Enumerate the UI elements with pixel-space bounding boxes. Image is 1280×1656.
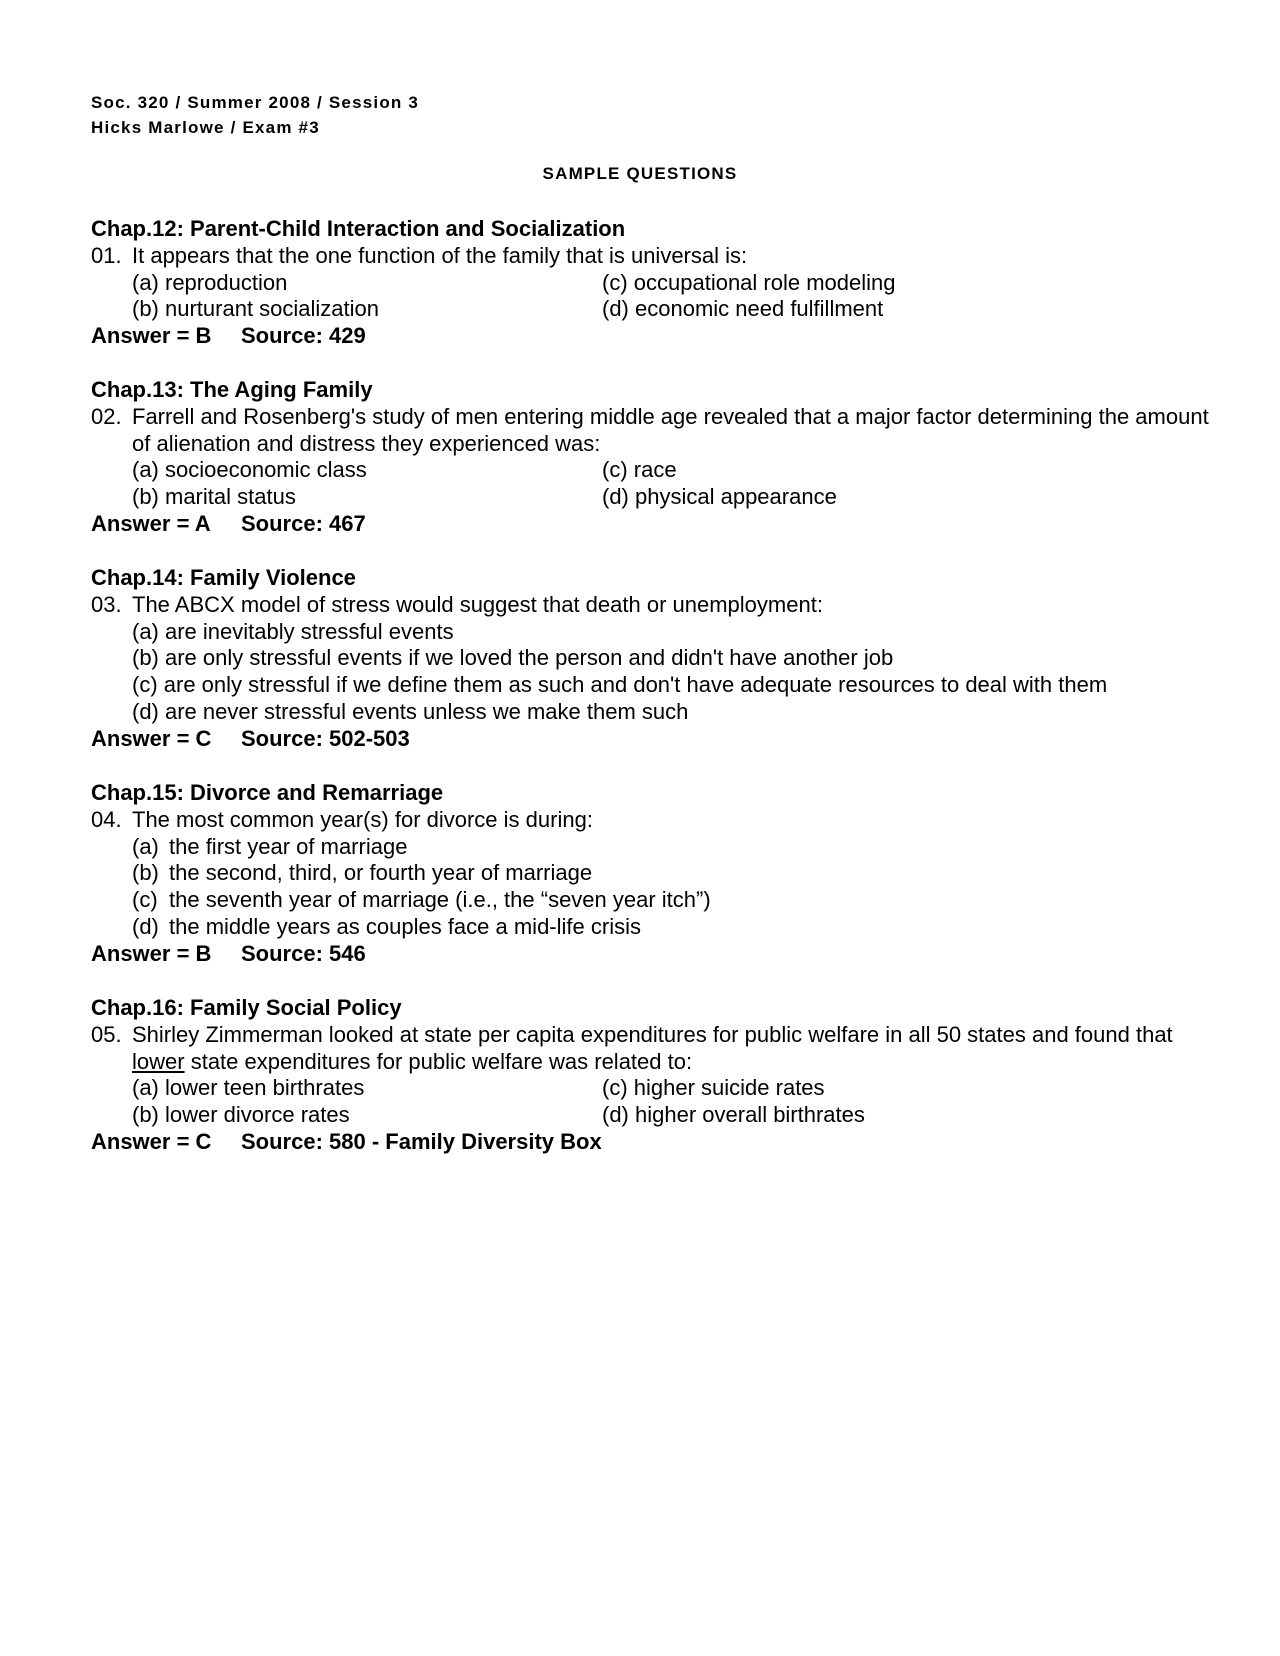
option-b: (b) lower divorce rates bbox=[132, 1102, 350, 1128]
option-b: (b) nurturant socialization bbox=[132, 296, 380, 322]
answer-line bbox=[91, 511, 1211, 538]
course-info-line: Soc. 320 / Summer 2008 / Session 3 bbox=[91, 93, 420, 112]
question-text: Farrell and Rosenberg's study of men entering middle age revealed that a major factor determining the amount of alienation and distress they experienced was: bbox=[132, 403, 1209, 456]
option-d: (d) economic need fulfillment bbox=[602, 296, 884, 322]
option-label: (c) bbox=[132, 887, 158, 913]
answer-options bbox=[132, 619, 1211, 726]
question-number: 02. bbox=[91, 403, 122, 429]
option-label: (a) bbox=[132, 833, 159, 859]
option-text: the second, third, or fourth year of marriage bbox=[169, 860, 593, 886]
answer-line bbox=[91, 323, 1211, 350]
question-section-05 bbox=[91, 995, 1211, 1156]
question-text-part1: Shirley Zimmerman looked at state per capita expenditures for public welfare in all 50 states and found that bbox=[132, 1021, 1173, 1047]
answer-source: Source: 467 bbox=[241, 510, 366, 536]
option-text: the seventh year of marriage (i.e., the “seven year itch”) bbox=[169, 887, 711, 913]
option-c: (c) race bbox=[602, 457, 677, 483]
question-stem bbox=[91, 1022, 1211, 1076]
question-section-01 bbox=[91, 216, 1211, 350]
option-a: (a) lower teen birthrates bbox=[132, 1075, 365, 1101]
option-c: (c) higher suicide rates bbox=[602, 1075, 825, 1101]
option-c bbox=[132, 887, 1211, 914]
option-b bbox=[132, 860, 1211, 887]
option-text: the first year of marriage bbox=[169, 833, 408, 859]
option-label: (b) bbox=[132, 860, 159, 886]
option-a: (a) reproduction bbox=[132, 269, 288, 295]
option-d bbox=[132, 914, 1211, 941]
answer-source: Source: 429 bbox=[241, 323, 366, 349]
answer-options bbox=[132, 834, 1211, 941]
question-stem bbox=[91, 404, 1211, 458]
question-number: 03. bbox=[91, 591, 122, 617]
answer-key: Answer = C bbox=[91, 1128, 212, 1154]
question-stem bbox=[91, 243, 1211, 270]
question-text: The most common year(s) for divorce is during: bbox=[132, 806, 593, 832]
option-c: (c) occupational role modeling bbox=[602, 269, 896, 295]
option-d: (d) higher overall birthrates bbox=[602, 1102, 865, 1128]
question-text-part2: state expenditures for public welfare was related to: bbox=[190, 1048, 693, 1074]
question-text: The ABCX model of stress would suggest that death or unemployment: bbox=[132, 591, 823, 617]
option-a: (a) socioeconomic class bbox=[132, 457, 367, 483]
question-number: 05. bbox=[91, 1021, 122, 1047]
option-label: (d) bbox=[132, 913, 159, 939]
page-title: SAMPLE QUESTIONS bbox=[542, 164, 738, 183]
option-a bbox=[132, 834, 1211, 861]
question-section-02 bbox=[91, 377, 1211, 538]
question-number: 04. bbox=[91, 806, 122, 832]
answer-options bbox=[132, 457, 1211, 511]
question-text: It appears that the one function of the family that is universal is: bbox=[132, 242, 748, 268]
answer-key: Answer = B bbox=[91, 940, 212, 966]
chapter-heading: Chap.16: Family Social Policy bbox=[91, 995, 402, 1020]
question-section-03 bbox=[91, 565, 1211, 753]
option-text: the middle years as couples face a mid-life crisis bbox=[169, 913, 641, 939]
option-d: (d) are never stressful events unless we make them such bbox=[132, 698, 689, 724]
answer-line bbox=[91, 941, 1211, 968]
chapter-heading: Chap.13: The Aging Family bbox=[91, 377, 373, 402]
question-number: 01. bbox=[91, 242, 122, 268]
answer-line bbox=[91, 726, 1211, 753]
question-stem bbox=[91, 592, 1211, 619]
question-section-04 bbox=[91, 780, 1211, 968]
answer-key: Answer = C bbox=[91, 725, 212, 751]
answer-options bbox=[132, 270, 1211, 324]
option-b: (b) are only stressful events if we loved the person and didn't have another job bbox=[132, 645, 894, 671]
answer-source: Source: 580 - Family Diversity Box bbox=[241, 1128, 602, 1154]
answer-source: Source: 502-503 bbox=[241, 725, 410, 751]
answer-source: Source: 546 bbox=[241, 940, 366, 966]
answer-line bbox=[91, 1129, 1211, 1156]
question-stem bbox=[91, 807, 1211, 834]
chapter-heading: Chap.12: Parent-Child Interaction and Socialization bbox=[91, 216, 626, 241]
answer-key: Answer = A bbox=[91, 510, 211, 536]
option-a: (a) are inevitably stressful events bbox=[132, 618, 454, 644]
chapter-heading: Chap.14: Family Violence bbox=[91, 565, 356, 590]
option-b: (b) marital status bbox=[132, 484, 296, 510]
chapter-heading: Chap.15: Divorce and Remarriage bbox=[91, 780, 444, 805]
answer-key: Answer = B bbox=[91, 323, 212, 349]
instructor-exam-line: Hicks Marlowe / Exam #3 bbox=[91, 118, 320, 137]
question-text-underlined: lower bbox=[132, 1048, 185, 1074]
option-c: (c) are only stressful if we define them as such and don't have adequate resources to deal with them bbox=[132, 672, 1108, 698]
option-d: (d) physical appearance bbox=[602, 484, 837, 510]
answer-options bbox=[132, 1075, 1211, 1129]
